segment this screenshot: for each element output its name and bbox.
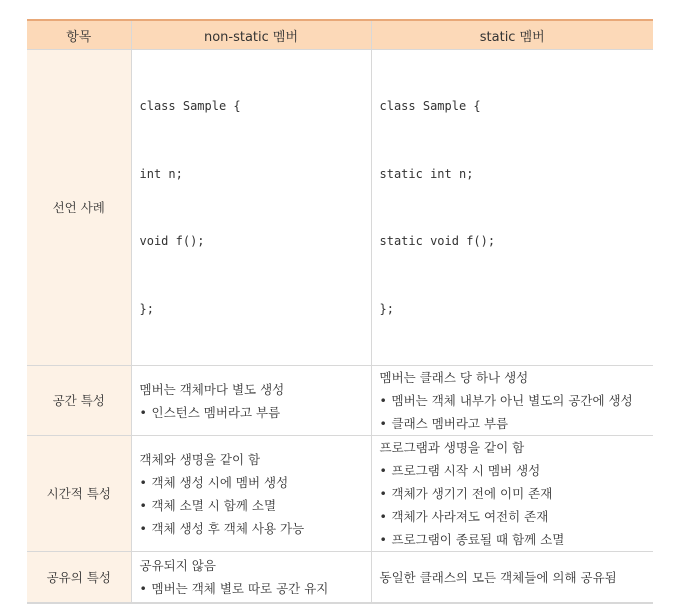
bullet-text: 클래스 멤버라고 부름 <box>391 416 509 431</box>
bullet-item <box>140 517 363 540</box>
row-label: 공간 특성 <box>27 366 131 436</box>
cell-lead-text: 동일한 클래스의 모든 객체들에 의해 공유됨 <box>379 569 617 585</box>
code-line: int n; <box>139 166 183 181</box>
row-space <box>27 366 653 436</box>
bullet-item <box>140 471 363 494</box>
bullet-icon: • <box>139 474 147 490</box>
bullet-icon: • <box>379 532 387 547</box>
bullet-icon: • <box>139 404 147 420</box>
nonstatic-space-cell <box>131 366 371 436</box>
row-declaration <box>27 50 653 366</box>
bullet-item <box>140 577 363 600</box>
header-nonstatic: non-static 멤버 <box>131 20 371 50</box>
bullet-icon: • <box>139 581 147 596</box>
nonstatic-code-block <box>140 50 363 365</box>
bullet-text: 객체 소멸 시 함께 소멸 <box>151 497 277 513</box>
bullet-icon: • <box>379 463 387 478</box>
code-line: static void f(); <box>379 234 496 248</box>
bullet-icon: • <box>379 393 387 408</box>
bullet-text: 객체가 사라져도 여전히 존재 <box>391 509 549 524</box>
cell-lead-text: 멤버는 객체마다 별도 생성 <box>139 381 285 397</box>
code-line: }; <box>379 301 394 316</box>
static-sharing-cell <box>371 552 653 604</box>
row-time <box>27 436 653 552</box>
comparison-table <box>27 19 653 604</box>
bullet-icon: • <box>139 520 147 536</box>
code-line: class Sample { <box>379 99 481 113</box>
header-item: 항목 <box>27 20 131 50</box>
row-label: 선언 사례 <box>27 50 131 366</box>
bullet-text: 프로그램이 종료될 때 함께 소멸 <box>391 532 565 547</box>
cell-lead-text: 프로그램과 생명을 같이 함 <box>379 440 525 455</box>
bullet-text: 프로그램 시작 시 멤버 생성 <box>391 463 541 478</box>
bullet-item <box>380 459 646 482</box>
bullet-icon: • <box>379 486 387 501</box>
bullet-text: 멤버는 객체 내부가 아닌 별도의 공간에 생성 <box>391 393 633 408</box>
bullet-icon: • <box>379 509 387 524</box>
bullet-text: 멤버는 객체 별로 따로 공간 유지 <box>151 581 329 596</box>
row-label: 시간적 특성 <box>27 436 131 552</box>
bullet-item <box>380 505 646 528</box>
code-line: }; <box>139 301 154 316</box>
row-sharing <box>27 552 653 604</box>
header-row <box>27 20 653 50</box>
static-code-cell <box>371 50 653 366</box>
bullet-icon: • <box>379 416 387 431</box>
bullet-icon: • <box>139 497 147 513</box>
cell-lead-text: 객체와 생명을 같이 함 <box>139 451 261 467</box>
comparison-table-container <box>27 19 653 604</box>
bullet-text: 객체 생성 시에 멤버 생성 <box>151 474 289 490</box>
nonstatic-time-cell <box>131 436 371 552</box>
code-line: class Sample { <box>139 99 241 113</box>
bullet-text: 객체 생성 후 객체 사용 가능 <box>151 520 305 536</box>
nonstatic-sharing-cell <box>131 552 371 604</box>
bullet-item <box>380 389 646 412</box>
row-label: 공유의 특성 <box>27 552 131 604</box>
static-code-block <box>380 50 646 365</box>
cell-lead-text: 멤버는 클래스 당 하나 생성 <box>379 370 529 385</box>
header-static: static 멤버 <box>371 20 653 50</box>
bullet-item <box>380 412 646 435</box>
cell-lead-text: 공유되지 않음 <box>139 558 216 573</box>
nonstatic-code-cell <box>131 50 371 366</box>
bullet-item <box>140 494 363 517</box>
bullet-item <box>380 528 646 551</box>
bullet-text: 인스턴스 멤버라고 부름 <box>151 404 281 420</box>
static-time-cell <box>371 436 653 552</box>
bullet-item <box>380 482 646 505</box>
static-space-cell <box>371 366 653 436</box>
bullet-text: 객체가 생기기 전에 이미 존재 <box>391 486 553 501</box>
code-line: void f(); <box>139 234 205 248</box>
code-line: static int n; <box>379 166 474 181</box>
